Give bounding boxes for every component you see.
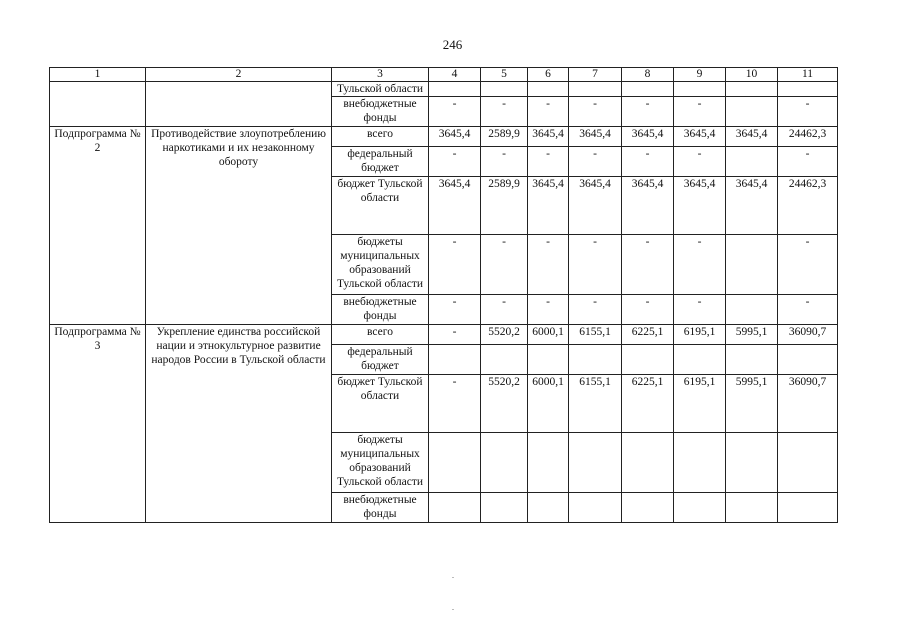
value-cell: 6225,1	[622, 375, 674, 433]
funding-source: Тульской области	[332, 82, 429, 97]
value-cell: -	[429, 147, 481, 177]
value-cell	[622, 345, 674, 375]
value-cell: -	[674, 235, 726, 295]
value-cell	[726, 345, 778, 375]
funding-source: внебюджетные фонды	[332, 493, 429, 523]
value-cell	[528, 433, 569, 493]
value-cell	[778, 82, 838, 97]
value-cell: -	[528, 295, 569, 325]
value-cell	[674, 345, 726, 375]
value-cell: 6225,1	[622, 325, 674, 345]
value-cell	[429, 493, 481, 523]
page-number: 246	[442, 37, 463, 52]
funding-source: всего	[332, 325, 429, 345]
column-number: 4	[429, 68, 481, 82]
value-cell	[726, 97, 778, 127]
table-row	[50, 325, 838, 345]
value-cell: -	[622, 235, 674, 295]
program-label: Подпрограмма № 2	[50, 127, 146, 325]
value-cell: -	[778, 295, 838, 325]
funding-source: бюджет Тульской области	[332, 375, 429, 433]
value-cell: 3645,4	[569, 177, 622, 235]
column-number-row	[50, 68, 838, 82]
value-cell	[481, 433, 528, 493]
value-cell: 6155,1	[569, 375, 622, 433]
value-cell: 3645,4	[429, 127, 481, 147]
value-cell: 6195,1	[674, 375, 726, 433]
value-cell	[481, 345, 528, 375]
value-cell: 2589,9	[481, 127, 528, 147]
value-cell: 24462,3	[778, 177, 838, 235]
value-cell	[569, 82, 622, 97]
funding-source: бюджет Тульской области	[332, 177, 429, 235]
value-cell: 3645,4	[569, 127, 622, 147]
value-cell: 3645,4	[674, 177, 726, 235]
value-cell: -	[674, 97, 726, 127]
value-cell	[429, 433, 481, 493]
value-cell: 3645,4	[528, 127, 569, 147]
table-row	[50, 127, 838, 147]
program-name: Укрепление единства российской нации и этнокультурное развитие народов России в Тульской области	[146, 325, 332, 523]
program-label-cell	[50, 82, 146, 127]
value-cell: 3645,4	[726, 127, 778, 147]
value-cell: 5520,2	[481, 325, 528, 345]
value-cell: -	[778, 235, 838, 295]
value-cell: -	[778, 147, 838, 177]
column-number: 8	[622, 68, 674, 82]
value-cell	[726, 493, 778, 523]
value-cell: -	[674, 295, 726, 325]
table-row	[50, 82, 838, 97]
column-number: 11	[778, 68, 838, 82]
value-cell	[481, 493, 528, 523]
value-cell: -	[429, 375, 481, 433]
value-cell	[622, 493, 674, 523]
value-cell: 5995,1	[726, 375, 778, 433]
value-cell	[569, 493, 622, 523]
value-cell: -	[622, 147, 674, 177]
value-cell: -	[674, 147, 726, 177]
value-cell: -	[429, 295, 481, 325]
value-cell: -	[569, 147, 622, 177]
value-cell: 2589,9	[481, 177, 528, 235]
value-cell: -	[569, 295, 622, 325]
funding-source: федеральный бюджет	[332, 345, 429, 375]
funding-source: всего	[332, 127, 429, 147]
program-label: Подпрограмма № 3	[50, 325, 146, 523]
value-cell	[726, 295, 778, 325]
column-number: 3	[332, 68, 429, 82]
value-cell: -	[528, 97, 569, 127]
column-number: 1	[50, 68, 146, 82]
value-cell: -	[481, 147, 528, 177]
value-cell	[726, 82, 778, 97]
value-cell: -	[528, 235, 569, 295]
value-cell	[674, 82, 726, 97]
value-cell	[569, 433, 622, 493]
column-number: 10	[726, 68, 778, 82]
value-cell: -	[481, 235, 528, 295]
value-cell	[622, 82, 674, 97]
value-cell: 3645,4	[726, 177, 778, 235]
value-cell	[528, 493, 569, 523]
funding-source: бюджеты муниципальных образований Тульской области	[332, 235, 429, 295]
column-number: 7	[569, 68, 622, 82]
column-number: 2	[146, 68, 332, 82]
value-cell: -	[622, 295, 674, 325]
value-cell: 6000,1	[528, 325, 569, 345]
value-cell	[528, 345, 569, 375]
value-cell: -	[569, 97, 622, 127]
value-cell: -	[481, 295, 528, 325]
value-cell	[778, 493, 838, 523]
value-cell: 3645,4	[674, 127, 726, 147]
column-number: 5	[481, 68, 528, 82]
value-cell: 6155,1	[569, 325, 622, 345]
value-cell	[569, 345, 622, 375]
value-cell	[726, 235, 778, 295]
value-cell: 6195,1	[674, 325, 726, 345]
funding-source: внебюджетные фонды	[332, 97, 429, 127]
value-cell: -	[481, 97, 528, 127]
value-cell: 24462,3	[778, 127, 838, 147]
value-cell: -	[429, 97, 481, 127]
value-cell	[778, 345, 838, 375]
value-cell	[622, 433, 674, 493]
column-number: 6	[528, 68, 569, 82]
value-cell	[726, 147, 778, 177]
value-cell: 5995,1	[726, 325, 778, 345]
value-cell: 3645,4	[622, 127, 674, 147]
value-cell: 5520,2	[481, 375, 528, 433]
funding-source: внебюджетные фонды	[332, 295, 429, 325]
value-cell: -	[429, 325, 481, 345]
value-cell	[674, 433, 726, 493]
value-cell	[674, 493, 726, 523]
value-cell: -	[622, 97, 674, 127]
budget-table	[49, 67, 838, 523]
value-cell: 6000,1	[528, 375, 569, 433]
value-cell: -	[569, 235, 622, 295]
value-cell: 3645,4	[528, 177, 569, 235]
program-name-cell	[146, 82, 332, 127]
scan-speck	[452, 609, 454, 610]
column-number: 9	[674, 68, 726, 82]
value-cell	[429, 345, 481, 375]
value-cell: 36090,7	[778, 325, 838, 345]
value-cell	[726, 433, 778, 493]
value-cell: 3645,4	[429, 177, 481, 235]
value-cell	[778, 433, 838, 493]
value-cell: 3645,4	[622, 177, 674, 235]
scan-speck	[452, 577, 454, 578]
value-cell: 36090,7	[778, 375, 838, 433]
value-cell: -	[778, 97, 838, 127]
funding-source: федеральный бюджет	[332, 147, 429, 177]
value-cell	[528, 82, 569, 97]
value-cell: -	[528, 147, 569, 177]
value-cell: -	[429, 235, 481, 295]
value-cell	[481, 82, 528, 97]
program-name: Противодействие злоупотреблению наркотиками и их незаконному обороту	[146, 127, 332, 325]
value-cell	[429, 82, 481, 97]
funding-source: бюджеты муниципальных образований Тульской области	[332, 433, 429, 493]
